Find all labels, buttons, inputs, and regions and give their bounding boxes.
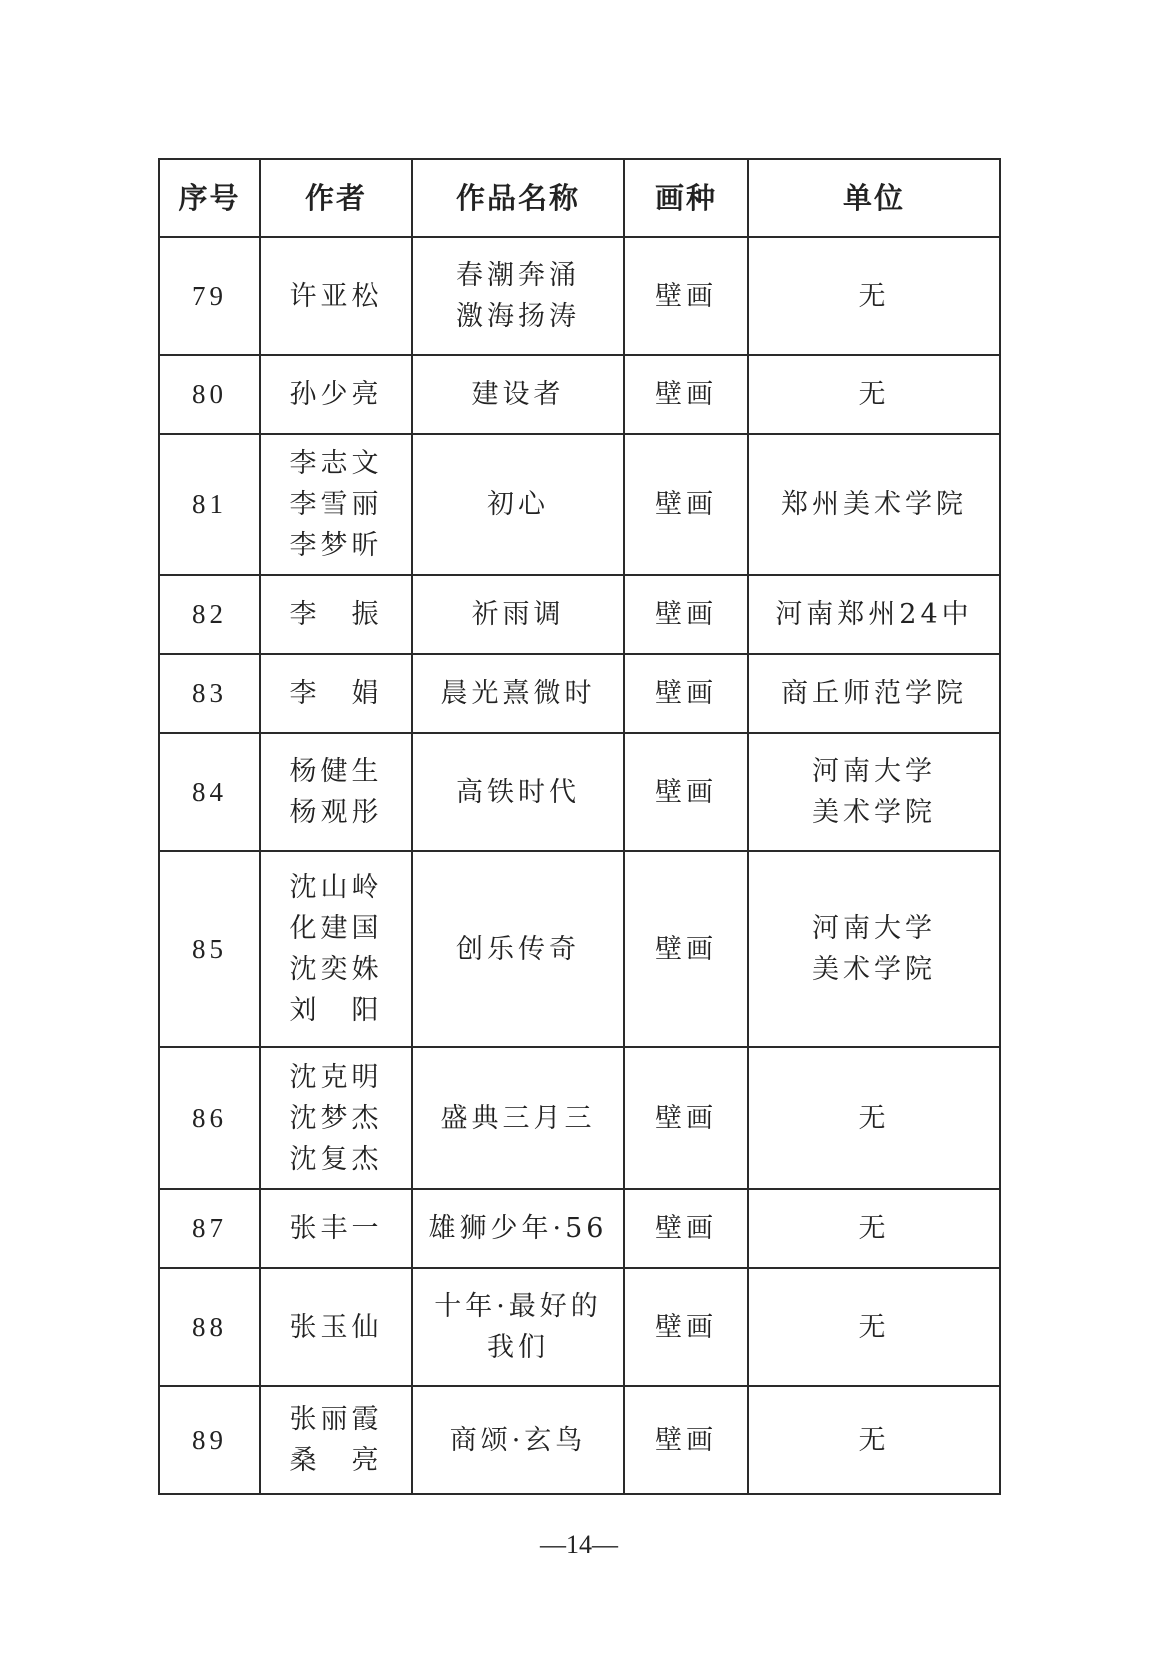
- cell-serial: 82: [159, 575, 260, 654]
- cell-title-line: 建设者: [471, 379, 565, 410]
- cell-title: [412, 434, 624, 575]
- cell-unit: [748, 654, 1000, 733]
- cell-type: 壁画: [624, 355, 748, 434]
- cell-title: [412, 237, 624, 355]
- table-row: [159, 733, 1000, 851]
- cell-title-line: 十年·最好的: [434, 1291, 602, 1322]
- cell-title-line: 激海扬涛: [456, 301, 580, 332]
- table-row: [159, 1268, 1000, 1386]
- cell-type: 壁画: [624, 1047, 748, 1189]
- cell-unit-line: 无: [858, 1424, 890, 1456]
- cell-author-line: 李梦昕: [289, 530, 383, 561]
- cell-type: 壁画: [624, 654, 748, 733]
- cell-serial: 83: [159, 654, 260, 733]
- table-row: [159, 1386, 1000, 1494]
- table-header-row: [159, 159, 1000, 237]
- header-unit: 单位: [748, 159, 1000, 237]
- cell-unit: [748, 355, 1000, 434]
- table-row: [159, 355, 1000, 434]
- cell-title: [412, 654, 624, 733]
- cell-author: [260, 1189, 412, 1268]
- cell-author-line: 李雪丽: [289, 489, 383, 520]
- cell-serial: 84: [159, 733, 260, 851]
- table-row: [159, 1189, 1000, 1268]
- cell-title: [412, 355, 624, 434]
- cell-type: 壁画: [624, 1386, 748, 1494]
- table-row: [159, 434, 1000, 575]
- cell-author-line: 李 振: [289, 599, 383, 630]
- cell-serial: 87: [159, 1189, 260, 1268]
- cell-title-line: 创乐传奇: [456, 933, 580, 965]
- cell-unit: [748, 1189, 1000, 1268]
- cell-title: [412, 1386, 624, 1494]
- cell-author: [260, 654, 412, 733]
- cell-unit: [748, 237, 1000, 355]
- cell-title-line: 春潮奔涌: [456, 260, 580, 291]
- cell-title: [412, 1189, 624, 1268]
- cell-title-line: 祈雨调: [471, 599, 565, 630]
- cell-title-line: 晨光熹微时: [440, 678, 596, 709]
- cell-serial: 86: [159, 1047, 260, 1189]
- cell-author: [260, 1047, 412, 1189]
- cell-serial: 81: [159, 434, 260, 575]
- cell-title: [412, 1268, 624, 1386]
- cell-unit-line: 无: [858, 280, 890, 312]
- cell-title: [412, 733, 624, 851]
- cell-type: 壁画: [624, 434, 748, 575]
- cell-type: 壁画: [624, 237, 748, 355]
- cell-unit-line: 无: [858, 1213, 890, 1244]
- artwork-list-table: [158, 158, 1001, 1495]
- cell-author-line: 孙少亮: [289, 379, 383, 410]
- cell-type: 壁画: [624, 1268, 748, 1386]
- cell-author: [260, 355, 412, 434]
- cell-unit-line: 河南大学: [812, 756, 936, 787]
- cell-unit: [748, 733, 1000, 851]
- cell-author: [260, 237, 412, 355]
- cell-unit-line: 美术学院: [812, 954, 936, 985]
- cell-author-line: 杨观彤: [289, 797, 383, 828]
- cell-serial: 89: [159, 1386, 260, 1494]
- cell-author: [260, 1268, 412, 1386]
- cell-title-line: 高铁时代: [456, 776, 580, 808]
- cell-serial: 79: [159, 237, 260, 355]
- cell-author-line: 沈复杰: [289, 1143, 383, 1175]
- header-author: 作者: [260, 159, 412, 237]
- cell-unit: [748, 575, 1000, 654]
- cell-title: [412, 575, 624, 654]
- cell-author: [260, 733, 412, 851]
- table-row: [159, 654, 1000, 733]
- cell-unit: [748, 1268, 1000, 1386]
- cell-title-line: 雄狮少年·56: [428, 1213, 608, 1244]
- cell-author-line: 沈克明: [289, 1061, 383, 1093]
- cell-unit-line: 郑州美术学院: [781, 489, 967, 520]
- cell-author-line: 李 娟: [289, 678, 383, 709]
- cell-author: [260, 1386, 412, 1494]
- cell-author-line: 沈山岭: [289, 872, 383, 903]
- cell-unit-line: 河南大学: [812, 913, 936, 944]
- cell-title-line: 我们: [487, 1332, 549, 1363]
- cell-unit-line: 商丘师范学院: [781, 678, 967, 709]
- cell-author-line: 张丽霞: [289, 1404, 383, 1435]
- table-body: [159, 237, 1000, 1494]
- table-row: [159, 851, 1000, 1047]
- cell-title-line: 初心: [487, 489, 549, 520]
- cell-serial: 85: [159, 851, 260, 1047]
- table-row: [159, 575, 1000, 654]
- cell-serial: 88: [159, 1268, 260, 1386]
- cell-author: [260, 575, 412, 654]
- cell-unit-line: 无: [858, 1102, 890, 1134]
- cell-serial: 80: [159, 355, 260, 434]
- cell-author: [260, 851, 412, 1047]
- cell-type: 壁画: [624, 1189, 748, 1268]
- cell-author: [260, 434, 412, 575]
- cell-title-line: 商颂·玄鸟: [449, 1424, 587, 1456]
- table-row: [159, 1047, 1000, 1189]
- table-row: [159, 237, 1000, 355]
- cell-unit-line: 美术学院: [812, 797, 936, 828]
- cell-title-line: 盛典三月三: [440, 1102, 596, 1134]
- cell-type: 壁画: [624, 733, 748, 851]
- cell-author-line: 张丰一: [289, 1213, 383, 1244]
- cell-author-line: 沈奕姝: [289, 954, 383, 985]
- header-type: 画种: [624, 159, 748, 237]
- cell-unit-line: 无: [858, 1311, 890, 1343]
- cell-type: 壁画: [624, 575, 748, 654]
- cell-author-line: 化建国: [289, 913, 383, 944]
- header-title: 作品名称: [412, 159, 624, 237]
- cell-author-line: 杨健生: [289, 756, 383, 787]
- cell-unit-line: 无: [858, 379, 890, 410]
- cell-author-line: 许亚松: [289, 280, 383, 312]
- cell-author-line: 桑 亮: [289, 1445, 383, 1476]
- cell-unit: [748, 851, 1000, 1047]
- cell-author-line: 李志文: [289, 448, 383, 479]
- cell-unit-line: 河南郑州24中: [775, 599, 973, 630]
- cell-author-line: 沈梦杰: [289, 1102, 383, 1134]
- page-number: —14—: [540, 1530, 618, 1559]
- cell-title: [412, 851, 624, 1047]
- cell-author-line: 刘 阳: [289, 995, 383, 1026]
- cell-title: [412, 1047, 624, 1189]
- cell-unit: [748, 1047, 1000, 1189]
- cell-unit: [748, 434, 1000, 575]
- cell-unit: [748, 1386, 1000, 1494]
- cell-author-line: 张玉仙: [289, 1311, 383, 1343]
- cell-type: 壁画: [624, 851, 748, 1047]
- header-serial: 序号: [159, 159, 260, 237]
